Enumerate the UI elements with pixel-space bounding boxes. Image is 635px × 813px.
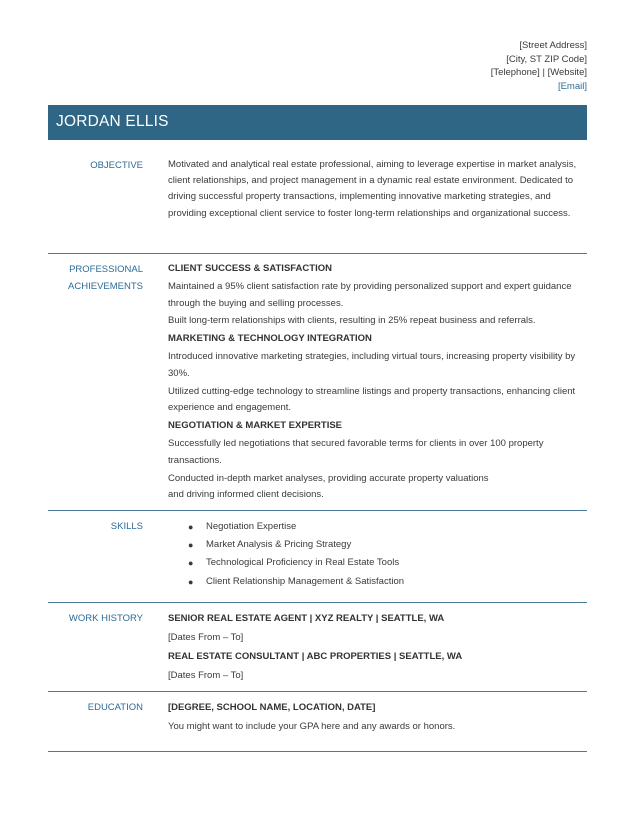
achievement-item: Built long-term relationships with clients, resulting in 25% repeat business and referrals.: [168, 315, 536, 327]
skills-list: [168, 518, 588, 591]
name-banner: [48, 105, 587, 140]
skill-item: [168, 518, 588, 536]
education-note: You might want to include your GPA here and any awards or honors.: [168, 721, 456, 732]
skills-section: [48, 518, 587, 598]
skill-text: Technological Proficiency in Real Estate Tools: [206, 557, 400, 569]
job-title: REAL ESTATE CONSULTANT | ABC PROPERTIES | SEATTLE, WA: [168, 651, 463, 662]
bullet-icon: ●: [188, 576, 194, 587]
bullet-icon: ●: [188, 558, 194, 569]
candidate-name: JORDAN ELLIS: [56, 113, 169, 130]
street-address: [Street Address]: [519, 40, 587, 51]
skills-content: [168, 518, 588, 591]
contact-block: [491, 39, 587, 93]
skill-text: Client Relationship Management & Satisfaction: [206, 575, 405, 587]
email[interactable]: [Email]: [557, 80, 587, 92]
phone-website: [Telephone] | [Website]: [490, 67, 587, 79]
achievement-heading: MARKETING & TECHNOLOGY INTEGRATION: [168, 333, 372, 345]
education-label: EDUCATION: [87, 702, 143, 713]
city-state-zip: [City, ST ZIP Code]: [506, 53, 587, 65]
skill-item: [168, 554, 588, 572]
achievement-heading: NEGOTIATION & MARKET EXPERTISE: [168, 420, 343, 432]
achievement-item: Conducted in-depth market analyses, providing accurate property valuations: [168, 472, 489, 484]
achievement-item: Utilized cutting-edge technology to streamline listings and property transactions, enhancing client experience and engagement.: [168, 385, 576, 414]
skill-item: [168, 536, 588, 554]
section-divider: [48, 751, 587, 752]
achievement-item: Successfully led negotiations that secured favorable terms for clients in over 100 property transactions.: [168, 437, 544, 466]
section-divider: [48, 510, 587, 511]
objective-text: Motivated and analytical real estate professional, aiming to leverage expertise in market analysis, client relationships, and project management in a dynamic real estate environment. Dedicated to driving successful property transactions, implementing innovative marketing strategies, and providing exceptional client service to foster long-term relationships and organizational success.: [168, 159, 577, 219]
achievements-label: [48, 261, 143, 295]
achievement-item: Maintained a 95% client satisfaction rate by providing personalized support and expert guidance through the buying and selling processes.: [168, 280, 572, 309]
skill-text: Market Analysis & Pricing Strategy: [206, 539, 352, 551]
job-dates: [Dates From – To]: [168, 670, 244, 681]
work-history-section: [48, 610, 587, 685]
achievements-section: [48, 261, 587, 501]
bullet-icon: ●: [188, 522, 194, 532]
skill-text: Negotiation Expertise: [206, 521, 297, 532]
achievements-content: [168, 261, 588, 505]
education-section: [48, 699, 587, 744]
objective-section: [48, 157, 587, 247]
achievement-item: Introduced innovative marketing strategies, including virtual tours, increasing property visibility by 30%.: [168, 350, 576, 379]
achievements-label-line2: ACHIEVEMENTS: [68, 281, 143, 292]
work-history-content: [168, 610, 588, 686]
achievement-item: and driving informed client decisions.: [168, 489, 324, 501]
education-content: [168, 699, 588, 737]
job-title: SENIOR REAL ESTATE AGENT | XYZ REALTY | SEATTLE, WA: [168, 613, 445, 624]
section-divider: [48, 253, 587, 254]
section-divider: [48, 691, 587, 692]
skill-item: [168, 573, 588, 591]
work-history-label: WORK HISTORY: [68, 613, 143, 624]
section-divider: [48, 602, 587, 603]
skills-label: SKILLS: [110, 521, 143, 532]
education-heading: [DEGREE, SCHOOL NAME, LOCATION, DATE]: [168, 702, 376, 713]
achievements-label-line1: PROFESSIONAL: [69, 264, 143, 275]
job-dates: [Dates From – To]: [168, 632, 244, 643]
bullet-icon: ●: [188, 540, 194, 551]
achievement-heading: CLIENT SUCCESS & SATISFACTION: [168, 263, 332, 274]
objective-label: OBJECTIVE: [90, 160, 143, 171]
